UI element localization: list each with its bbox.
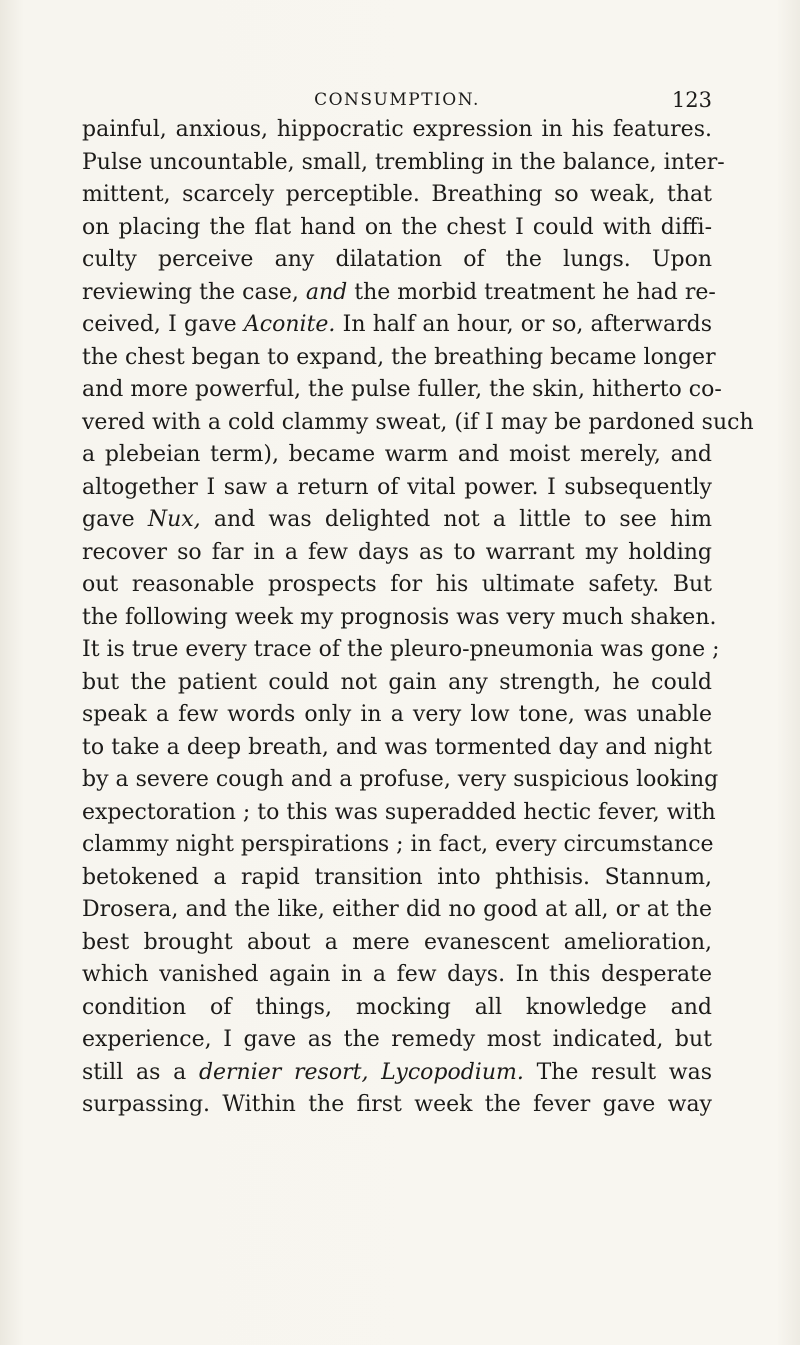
text-segment: In half an hour, or so, afterwards bbox=[335, 312, 713, 337]
text-line: the chest began to expand, the breathing became longer bbox=[82, 344, 716, 370]
text-line: condition of things, mocking all knowledge and bbox=[82, 994, 712, 1020]
text-line: culty perceive any dilatation of the lungs. Upon bbox=[82, 247, 712, 272]
text-line: a plebeian term), became warm and moist merely, and bbox=[82, 442, 712, 467]
text-line: and more powerful, the pulse fuller, the skin, hitherto co- bbox=[82, 377, 722, 402]
text-line: painful, anxious, hippocratic expression in his features. bbox=[82, 117, 712, 142]
text-line: expectoration ; to this was superadded hectic fever, with bbox=[82, 799, 716, 825]
text-line: vered with a cold clammy sweat, (if I may be pardoned such bbox=[82, 409, 754, 435]
text-line: by a severe cough and a profuse, very suspicious looking bbox=[82, 767, 719, 792]
text-line: but the patient could not gain any strength, he could bbox=[82, 669, 712, 695]
text-line bbox=[82, 504, 712, 537]
text-segment: The result was bbox=[523, 1059, 712, 1085]
text-line: altogether I saw a return of vital power. I subsequently bbox=[82, 474, 712, 500]
text-line: speak a few words only in a very low tone, was unable bbox=[82, 702, 712, 727]
text-line: the following week my prognosis was very much shaken. bbox=[82, 604, 717, 630]
text-line: experience, I gave as the remedy most indicated, but bbox=[82, 1027, 712, 1052]
text-line: It is true every trace of the pleuro-pneumonia was gone ; bbox=[82, 637, 720, 662]
page-number: 123 bbox=[671, 88, 712, 112]
text-line bbox=[82, 309, 712, 342]
text-line: mittent, scarcely perceptible. Breathing so weak, that bbox=[82, 182, 712, 207]
text-line: Drosera, and the like, either did no good at all, or at the bbox=[82, 897, 712, 922]
text-line: clammy night perspirations ; in fact, every circumstance bbox=[82, 832, 714, 857]
italic-segment: and bbox=[305, 279, 348, 305]
running-head bbox=[82, 88, 712, 112]
text-segment: reviewing the case, bbox=[82, 279, 306, 305]
text-line bbox=[82, 277, 716, 310]
running-title: CONSUMPTION. bbox=[314, 90, 480, 110]
text-line: betokened a rapid transition into phthisis. Stannum, bbox=[82, 864, 712, 890]
text-segment: ceived, I gave bbox=[82, 312, 244, 337]
text-line: Pulse uncountable, small, trembling in the balance, inter- bbox=[82, 149, 725, 175]
text-line: best brought about a mere evanescent amelioration, bbox=[82, 929, 712, 955]
text-line: surpassing. Within the first week the fever gave way bbox=[82, 1092, 712, 1117]
text-segment: and was delighted not a little to see him bbox=[200, 507, 713, 532]
italic-segment: Nux, bbox=[147, 507, 201, 532]
text-line: recover so far in a few days as to warrant my holding bbox=[82, 539, 712, 565]
italic-segment: dernier resort, Lycopodium. bbox=[198, 1059, 524, 1085]
text-line: on placing the flat hand on the chest I could with diffi- bbox=[82, 214, 712, 240]
text-segment: still as a bbox=[82, 1059, 199, 1085]
text-line: which vanished again in a few days. In this desperate bbox=[82, 962, 712, 987]
italic-segment: Aconite. bbox=[243, 312, 336, 337]
text-line: to take a deep breath, and was tormented day and night bbox=[82, 734, 712, 760]
text-line: out reasonable prospects for his ultimate safety. But bbox=[82, 572, 712, 597]
text-segment: the morbid treatment he had re- bbox=[347, 279, 716, 305]
body-text bbox=[82, 114, 754, 1122]
text-line bbox=[82, 1057, 712, 1090]
text-segment: gave bbox=[82, 507, 148, 532]
